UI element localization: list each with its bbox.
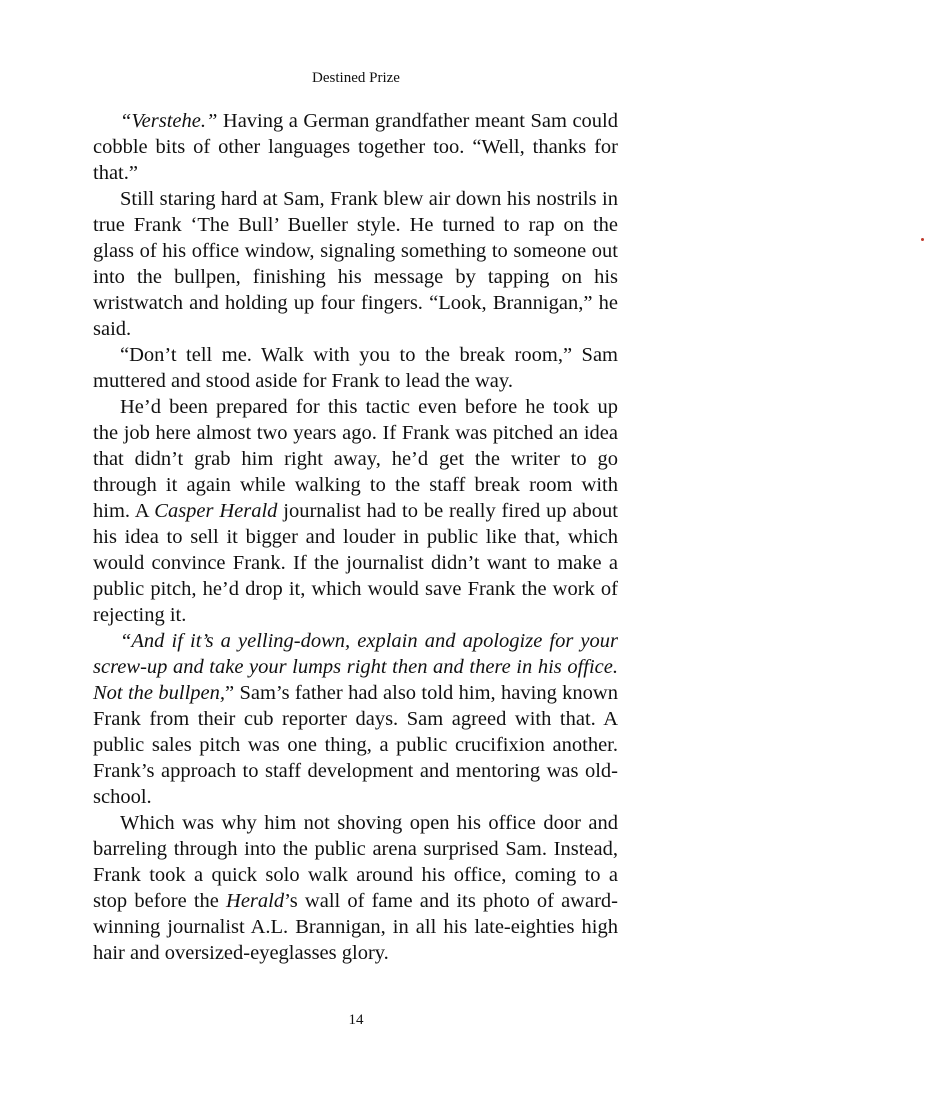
italic-phrase: Herald [226,890,285,912]
paragraph-3 [93,342,618,394]
italic-phrase: “Verstehe.” [120,110,218,132]
italic-phrase: “And if it’s a yelling-down, explain and apologize for your screw-up and take your lumps right then and there in his office. Not the bullpen, [93,630,618,704]
paragraph-2 [93,186,618,342]
paragraph-text: journalist had to be really fired up about his idea to sell it bigger and louder in public like that, which would convince Frank. If the journalist didn’t want to make a public pitch, he’d drop it, which would save Frank the work of rejecting it. [93,500,618,626]
italic-phrase: Casper Herald [154,500,278,522]
paragraph-text: Which was why him not shoving open his office door and barreling through into the public arena surprised Sam. Instead, Frank took a quick solo walk around his office, coming to a stop before the [93,812,618,912]
paragraph-text: ’s wall of fame and its photo of award-winning journalist A.L. Brannigan, in all his late-eighties high hair and oversized-eyeglasses glory. [93,890,618,964]
page-number: 14 [348,1012,364,1028]
paragraph-text: ” Sam’s father had also told him, having known Frank from their cub reporter days. Sam agreed with that. A public sales pitch was one thing, a public crucifixion another. Frank’s approach to staff development and mentoring was old-school. [93,682,618,808]
paragraph-1 [93,108,618,186]
body-text [93,108,618,966]
paragraph-text: He’d been prepared for this tactic even before he took up the job here almost two years ago. If Frank was pitched an idea that didn’t grab him right away, he’d get the writer to go through it again while walking to the staff break room with him. A [93,396,618,522]
paragraph-text: “Don’t tell me. Walk with you to the break room,” Sam muttered and stood aside for Frank to lead the way. [93,344,618,392]
paragraph-4 [93,394,618,628]
paragraph-text: Still staring hard at Sam, Frank blew air down his nostrils in true Frank ‘The Bull’ Bueller style. He turned to rap on the glass of his office window, signaling something to someone out into the bullpen, finishing his message by tapping on his wristwatch and holding up four fingers. “Look, Brannigan,” he said. [93,188,618,340]
paragraph-6 [93,810,618,966]
paragraph-5 [93,628,618,810]
ink-speck [921,238,924,241]
paragraph-text: Having a German grandfather meant Sam could cobble bits of other languages together too. “Well, thanks for that.” [93,110,618,184]
running-head: Destined Prize [312,70,400,86]
